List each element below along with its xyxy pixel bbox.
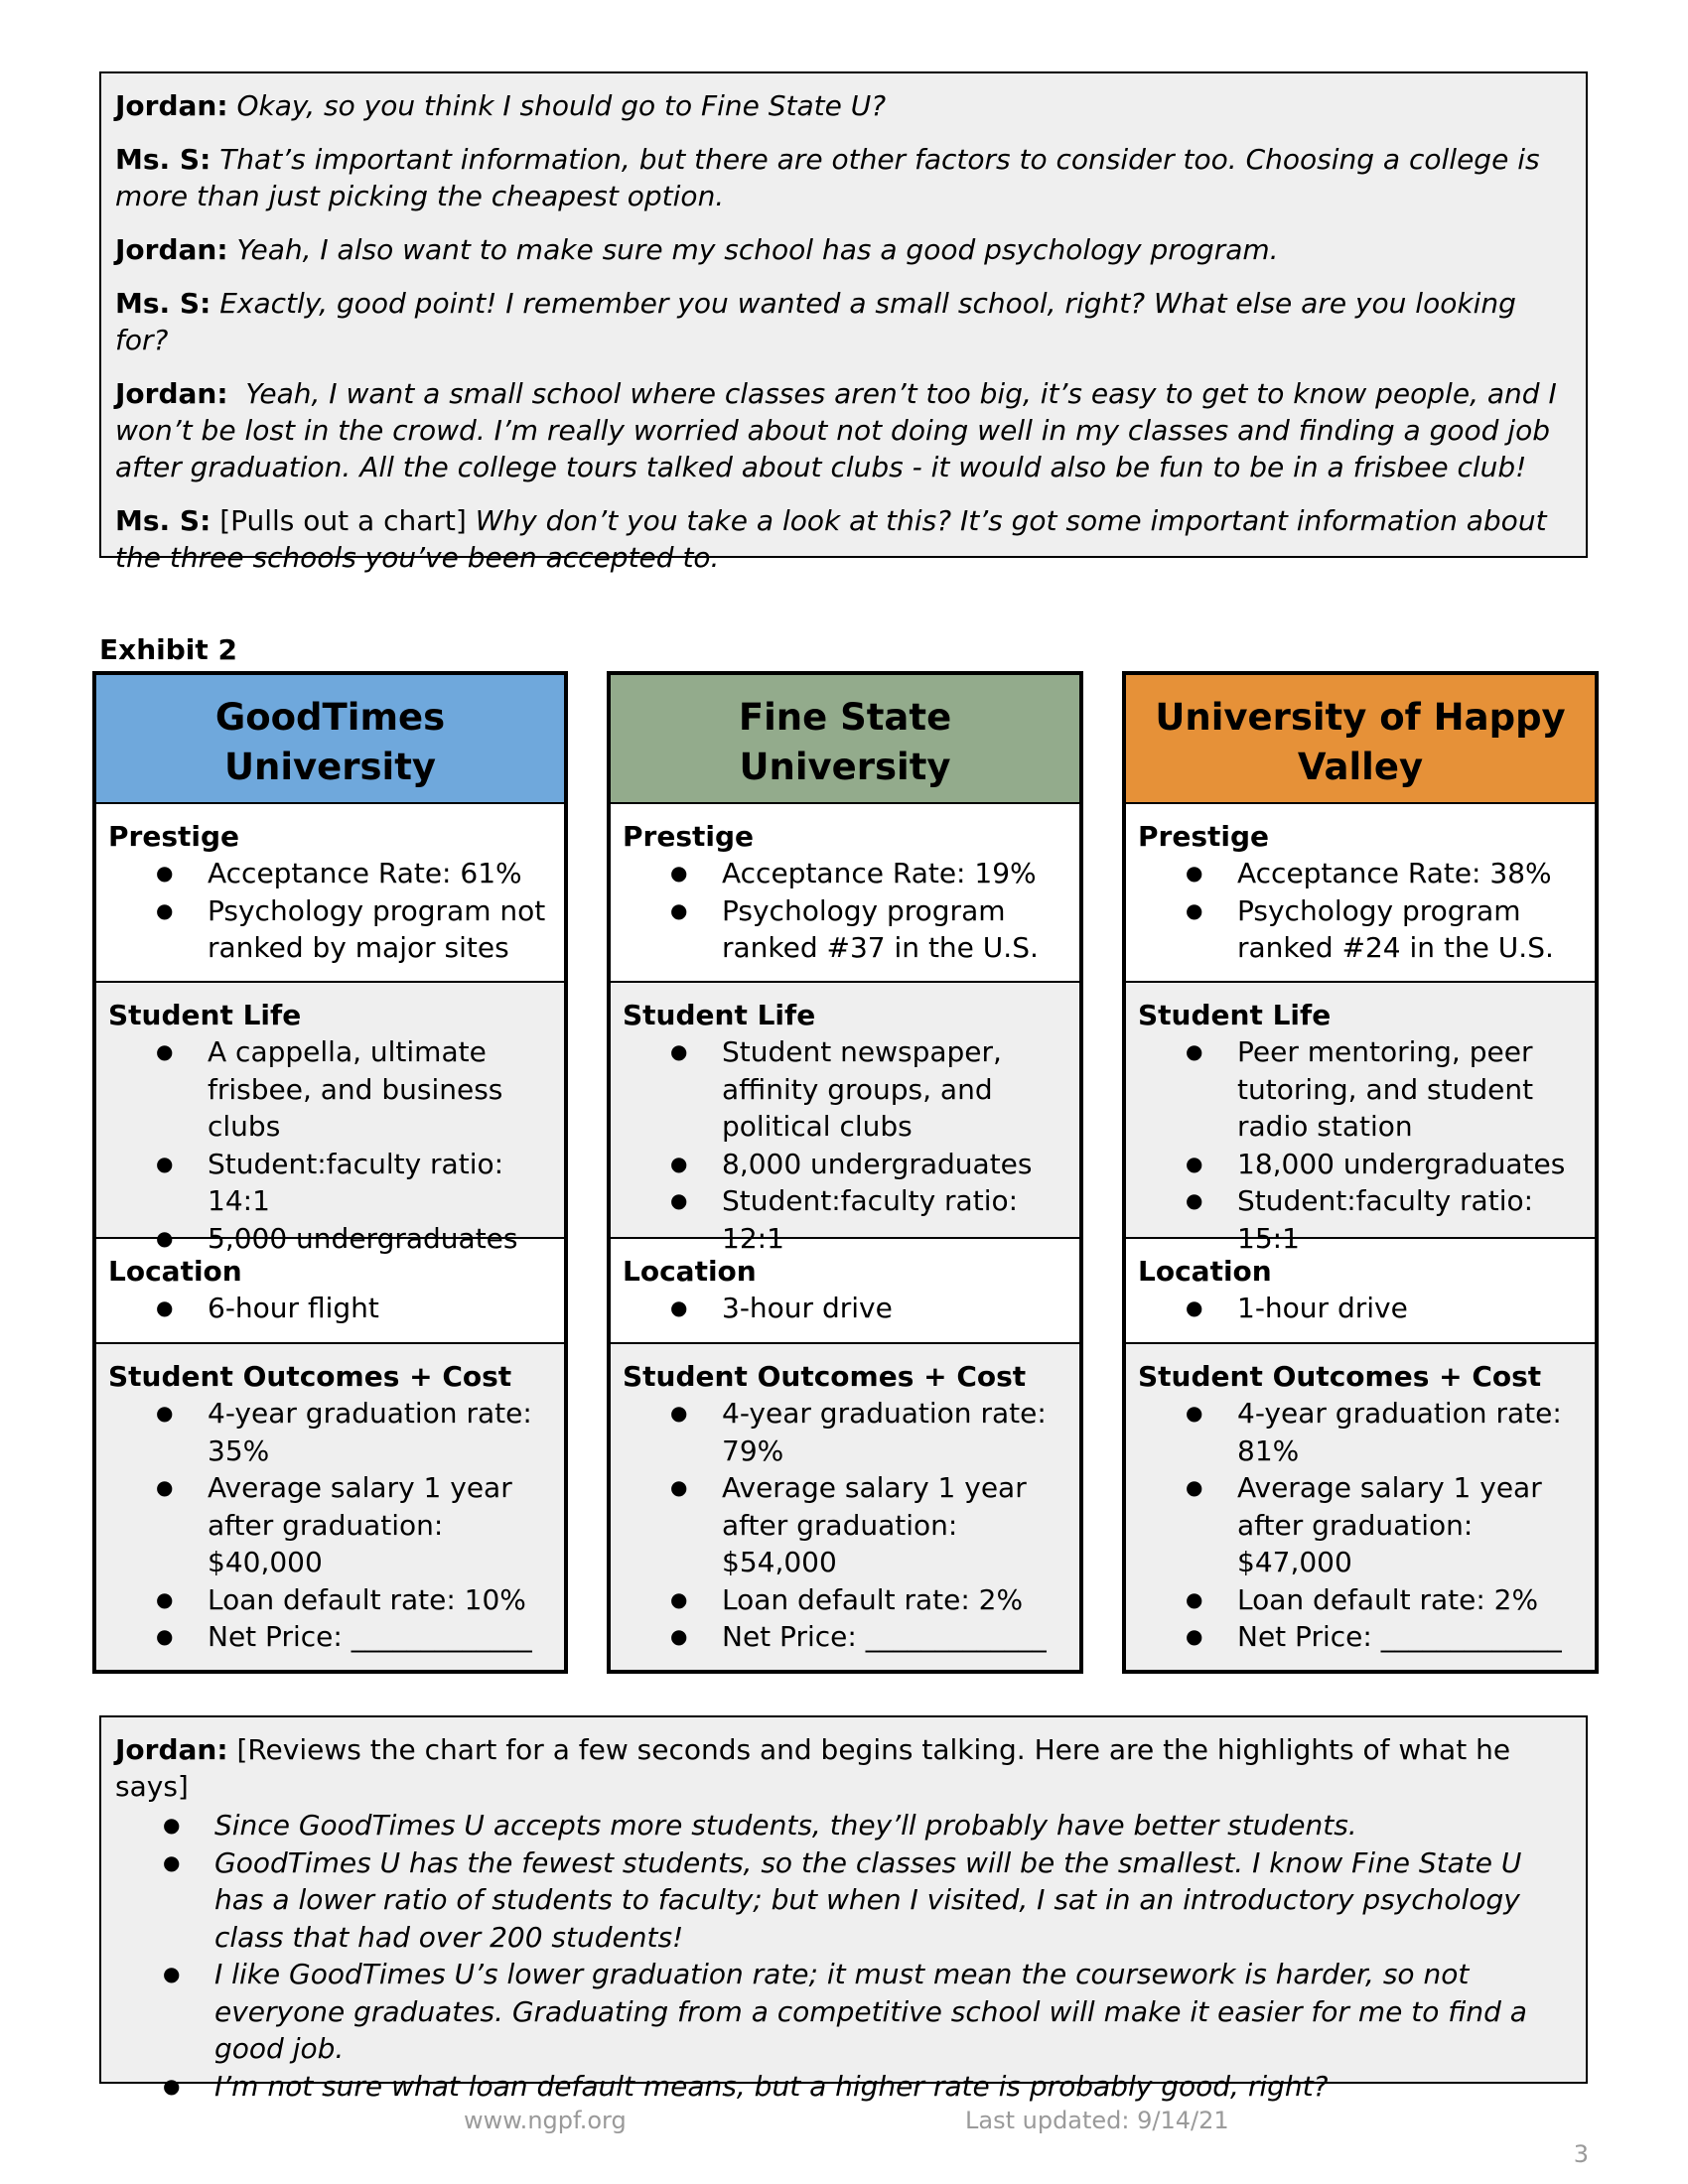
net-price-blank[interactable]: ● Net Price: _____________ <box>108 1618 556 1656</box>
list-item: ● 18,000 undergraduates <box>1138 1146 1587 1183</box>
list-item: ● Average salary 1 year after graduation: $40,000 <box>108 1469 556 1581</box>
location-section: Location ● 1-hour drive <box>1126 1239 1595 1344</box>
school-name: Fine State University <box>611 675 1079 804</box>
list-item: ● 3-hour drive <box>623 1290 1071 1327</box>
footer-updated: Last updated: 9/14/21 <box>965 2107 1229 2134</box>
outcomes-section: Student Outcomes + Cost ● 4-year graduation rate: 81% ● Average salary 1 year after graduation: $47,000 ● Loan default rate: 2% ● Net Price: _____________ <box>1126 1344 1595 1670</box>
list-item: ● 6-hour flight <box>108 1290 556 1327</box>
location-section: Location ● 3-hour drive <box>611 1239 1079 1344</box>
net-price-blank[interactable]: ● Net Price: _____________ <box>1138 1618 1587 1656</box>
list-item: ● 4-year graduation rate: 81% <box>1138 1395 1587 1469</box>
school-card-goodtimes <box>92 671 568 1674</box>
list-item: ● Acceptance Rate: 61% <box>108 855 556 892</box>
list-item: ● Since GoodTimes U accepts more students, they’ll probably have better students. <box>115 1807 1572 1844</box>
school-card-finestate <box>607 671 1083 1674</box>
list-item: ● 4-year graduation rate: 35% <box>108 1395 556 1469</box>
student-life-section: Student Life ● Peer mentoring, peer tutoring, and student radio station ● 18,000 undergraduates ● Student:faculty ratio: 15:1 <box>1126 983 1595 1239</box>
dialog-line: Ms. S: Exactly, good point! I remember you wanted a small school, right? What else are you looking for? <box>115 287 1516 356</box>
net-price-blank[interactable]: ● Net Price: _____________ <box>623 1618 1071 1656</box>
list-item: ● Loan default rate: 10% <box>108 1581 556 1619</box>
list-item: ● Acceptance Rate: 38% <box>1138 855 1587 892</box>
outcomes-section: Student Outcomes + Cost ● 4-year graduation rate: 79% ● Average salary 1 year after graduation: $54,000 ● Loan default rate: 2% ● Net Price: _____________ <box>611 1344 1079 1670</box>
list-item: ● 4-year graduation rate: 79% <box>623 1395 1071 1469</box>
list-item: ● Psychology program not ranked by major sites <box>108 892 556 967</box>
dialog-line: Jordan: [Reviews the chart for a few seconds and begins talking. Here are the highlights of what he says] <box>115 1733 1511 1803</box>
list-item: ● Student:faculty ratio: 15:1 <box>1138 1182 1587 1257</box>
page-number: 3 <box>1573 2140 1589 2168</box>
list-item: ● Student:faculty ratio: 12:1 <box>623 1182 1071 1257</box>
dialog-line: Jordan: Yeah, I want a small school where classes aren’t too big, it’s easy to get to know people, and I won’t be lost in the crowd. I’m really worried about not doing well in my classes and finding a good job after graduation. All the college tours talked about clubs - it would also be fun to be in a frisbee club! <box>115 377 1566 483</box>
prestige-section: Prestige ● Acceptance Rate: 19% ● Psychology program ranked #37 in the U.S. <box>611 804 1079 983</box>
dialog-line: Jordan: Okay, so you think I should go to Fine State U? <box>115 89 887 122</box>
prestige-section: Prestige ● Acceptance Rate: 61% ● Psychology program not ranked by major sites <box>96 804 564 983</box>
dialog-line: Ms. S: [Pulls out a chart] Why don’t you take a look at this? It’s got some important information about the three schools you’ve been accepted to. <box>115 504 1547 574</box>
list-item: ● Loan default rate: 2% <box>623 1581 1071 1619</box>
dialog-box <box>99 71 1588 574</box>
school-card-happyvalley <box>1122 671 1599 1674</box>
list-item: ● Student:faculty ratio: 14:1 <box>108 1146 556 1220</box>
list-item: ● 1-hour drive <box>1138 1290 1587 1327</box>
list-item: ● Peer mentoring, peer tutoring, and student radio station <box>1138 1033 1587 1146</box>
list-item: ● Average salary 1 year after graduation: $54,000 <box>623 1469 1071 1581</box>
exhibit-label: Exhibit 2 <box>99 633 237 666</box>
footer-site[interactable]: www.ngpf.org <box>464 2107 627 2134</box>
prestige-section: Prestige ● Acceptance Rate: 38% ● Psychology program ranked #24 in the U.S. <box>1126 804 1595 983</box>
jordan-reaction-box <box>99 1715 1588 2103</box>
list-item: ● 8,000 undergraduates <box>623 1146 1071 1183</box>
outcomes-section: Student Outcomes + Cost ● 4-year graduation rate: 35% ● Average salary 1 year after graduation: $40,000 ● Loan default rate: 10% ● Net Price: _____________ <box>96 1344 564 1670</box>
list-item: ● I like GoodTimes U’s lower graduation rate; it must mean the coursework is harder, so not everyone graduates. Graduating from a competitive school will make it easier for me to find a good job. <box>115 1956 1572 2068</box>
list-item: ● I’m not sure what loan default means, but a higher rate is probably good, right? <box>115 2068 1572 2106</box>
dialog-line: Jordan: Yeah, I also want to make sure my school has a good psychology program. <box>115 233 1279 266</box>
school-name: University of Happy Valley <box>1126 675 1595 804</box>
list-item: ● Psychology program ranked #24 in the U.S. <box>1138 892 1587 967</box>
list-item: ● Loan default rate: 2% <box>1138 1581 1587 1619</box>
list-item: ● Average salary 1 year after graduation: $47,000 <box>1138 1469 1587 1581</box>
list-item: ● GoodTimes U has the fewest students, so the classes will be the smallest. I know Fine State U has a lower ratio of students to faculty; but when I visited, I sat in an introductory psychology class that had over 200 students! <box>115 1844 1572 1957</box>
dialog-line: Ms. S: That’s important information, but there are other factors to consider too. Choosing a college is more than just picking the cheapest option. <box>115 143 1540 212</box>
list-item: ● 5,000 undergraduates <box>108 1220 556 1258</box>
school-name: GoodTimes University <box>96 675 564 804</box>
student-life-section: Student Life ● A cappella, ultimate frisbee, and business clubs ● Student:faculty ratio: 14:1 ● 5,000 undergraduates <box>96 983 564 1239</box>
list-item: ● Acceptance Rate: 19% <box>623 855 1071 892</box>
list-item: ● A cappella, ultimate frisbee, and business clubs <box>108 1033 556 1146</box>
list-item: ● Psychology program ranked #37 in the U.S. <box>623 892 1071 967</box>
location-section: Location ● 6-hour flight <box>96 1239 564 1344</box>
student-life-section: Student Life ● Student newspaper, affinity groups, and political clubs ● 8,000 undergraduates ● Student:faculty ratio: 12:1 <box>611 983 1079 1239</box>
list-item: ● Student newspaper, affinity groups, and political clubs <box>623 1033 1071 1146</box>
